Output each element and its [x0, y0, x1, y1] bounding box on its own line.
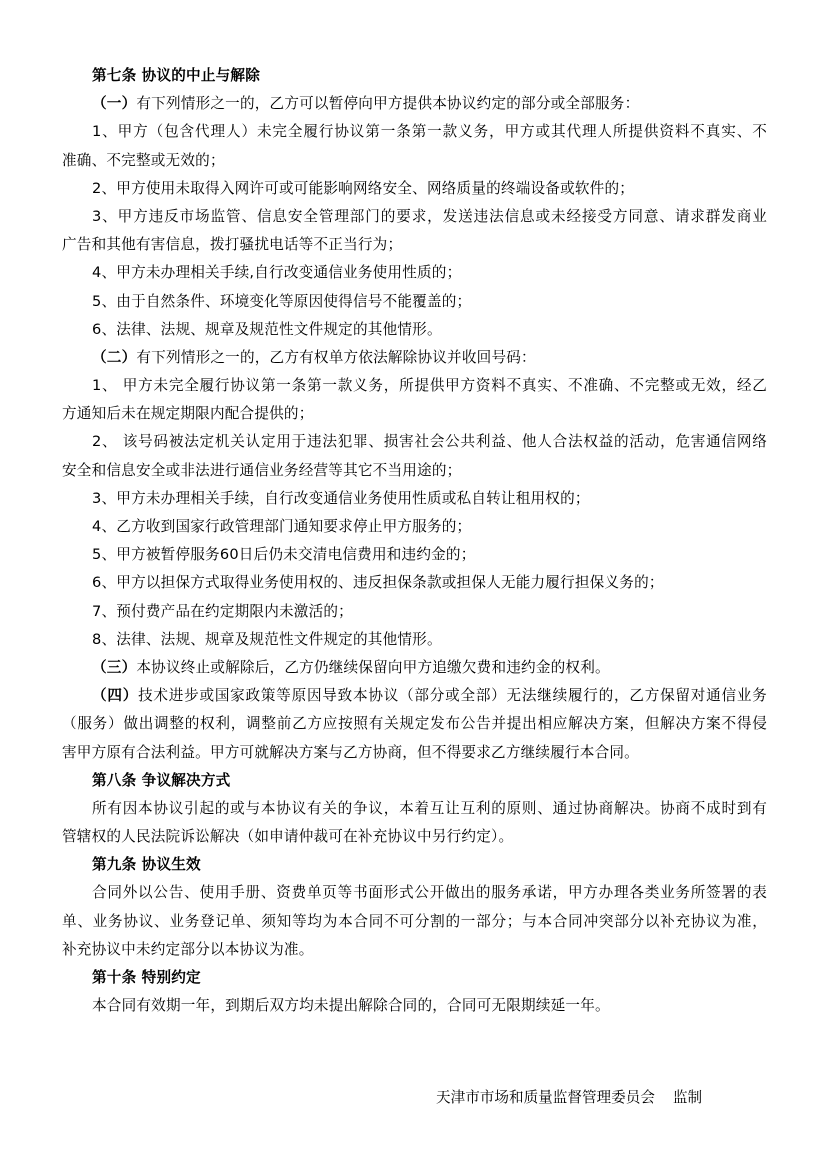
list-item: 3、甲方未办理相关手续，自行改变通信业务使用性质或私自转让租用权的；: [92, 489, 590, 507]
list-item-continuation: 准确、不完整或无效的；: [62, 151, 225, 169]
section-label: （一）: [92, 95, 137, 113]
list-item: 1、 甲方未完全履行协议第一条第一款义务，所提供甲方资料不真实、不准确、不完整或无效，经乙: [92, 377, 767, 395]
list-item-continuation: 广告和其他有害信息，拨打骚扰电话等不正当行为；: [62, 236, 403, 254]
list-item: 5、甲方被暂停服务60日后仍未交清电信费用和违约金的；: [92, 546, 476, 564]
list-item: 5、由于自然条件、环境变化等原因使得信号不能覆盖的；: [92, 292, 472, 310]
list-item: 6、法律、法规、规章及规范性文件规定的其他情形。: [92, 320, 442, 338]
list-item: 8、法律、法规、规章及规范性文件规定的其他情形。: [92, 630, 442, 648]
footer-supervisor: [436, 1084, 702, 1112]
section-text: 有下列情形之一的，乙方有权单方依法解除协议并收回号码：: [136, 348, 536, 366]
list-item: 7、预付费产品在约定期限内未激活的；: [92, 602, 353, 620]
article-10-title: 第十条 特别约定: [92, 969, 201, 986]
paragraph-continuation: 补充协议中未约定部分以本协议为准。: [62, 940, 314, 958]
article-7-section-3: [62, 654, 767, 682]
paragraph-continuation: 害甲方原有合法利益。甲方可就解决方案与乙方协商，但不得要求乙方继续履行本合同。: [62, 743, 639, 761]
section-text: 有下列情形之一的，乙方可以暂停向甲方提供本协议约定的部分或全部服务：: [136, 95, 640, 113]
article-7-section-2: [62, 344, 767, 372]
paragraph-line: 所有因本协议引起的或与本协议有关的争议，本着互让互利的原则、通过协商解决。协商不成时到有: [92, 799, 767, 817]
section-label: （四）: [92, 687, 139, 705]
section-label: （三）: [92, 658, 137, 676]
footer-role: 监制: [672, 1089, 703, 1106]
paragraph-continuation: 单、业务协议、业务登记单、须知等均为本合同不可分割的一部分；与本合同冲突部分以补充协议为准，: [62, 912, 767, 930]
list-item: 4、甲方未办理相关手续,自行改变通信业务使用性质的；: [92, 264, 462, 282]
paragraph-continuation: 管辖权的人民法院诉讼解决（如申请仲裁可在补充协议中另行约定）。: [62, 828, 514, 846]
article-7-section-4: [62, 682, 767, 710]
article-9-title: 第九条 协议生效: [92, 856, 201, 874]
list-item: 1、甲方（包含代理人）未完全履行协议第一条第一款义务，甲方或其代理人所提供资料不真实、不: [92, 123, 767, 141]
section-text: 本协议终止或解除后，乙方仍继续保留向甲方追缴欠费和违约金的权利。: [136, 658, 610, 676]
section-text: 技术进步或国家政策等原因导致本协议（部分或全部）无法继续履行的，乙方保留对通信业务: [138, 687, 767, 705]
document-page: [62, 62, 767, 1020]
list-item: 2、甲方使用未取得入网许可或可能影响网络安全、网络质量的终端设备或软件的；: [92, 179, 635, 197]
list-item: 4、乙方收到国家行政管理部门通知要求停止甲方服务的；: [92, 518, 472, 535]
list-item-continuation: 安全和信息安全或非法进行通信业务经营等其它不当用途的；: [62, 461, 462, 479]
paragraph-continuation: （服务）做出调整的权利，调整前乙方应按照有关规定发布公告并提出相应解决方案，但解决方案不得侵: [62, 715, 767, 733]
paragraph-line: 本合同有效期一年，到期后双方均未提出解除合同的，合同可无限期续延一年。: [92, 997, 610, 1015]
list-item: 3、甲方违反市场监管、信息安全管理部门的要求，发送违法信息或未经接受方同意、请求群发商业: [92, 207, 767, 225]
list-item-continuation: 方通知后未在规定期限内配合提供的；: [62, 405, 314, 423]
article-8-title: 第八条 争议解决方式: [92, 771, 231, 789]
article-7-section-1: [62, 90, 767, 118]
article-7-title: 第七条 协议的中止与解除: [92, 67, 261, 84]
footer-org: 天津市市场和质量监督管理委员会: [436, 1089, 655, 1106]
paragraph-line: 合同外以公告、使用手册、资费单页等书面形式公开做出的服务承诺，甲方办理各类业务所签署的表: [92, 884, 767, 902]
section-label: （二）: [92, 348, 137, 366]
list-item: 6、甲方以担保方式取得业务使用权的、违反担保条款或担保人无能力履行担保义务的；: [92, 574, 664, 592]
list-item: 2、 该号码被法定机关认定用于违法犯罪、损害社会公共利益、他人合法权益的活动，危害通信网络: [92, 433, 767, 451]
